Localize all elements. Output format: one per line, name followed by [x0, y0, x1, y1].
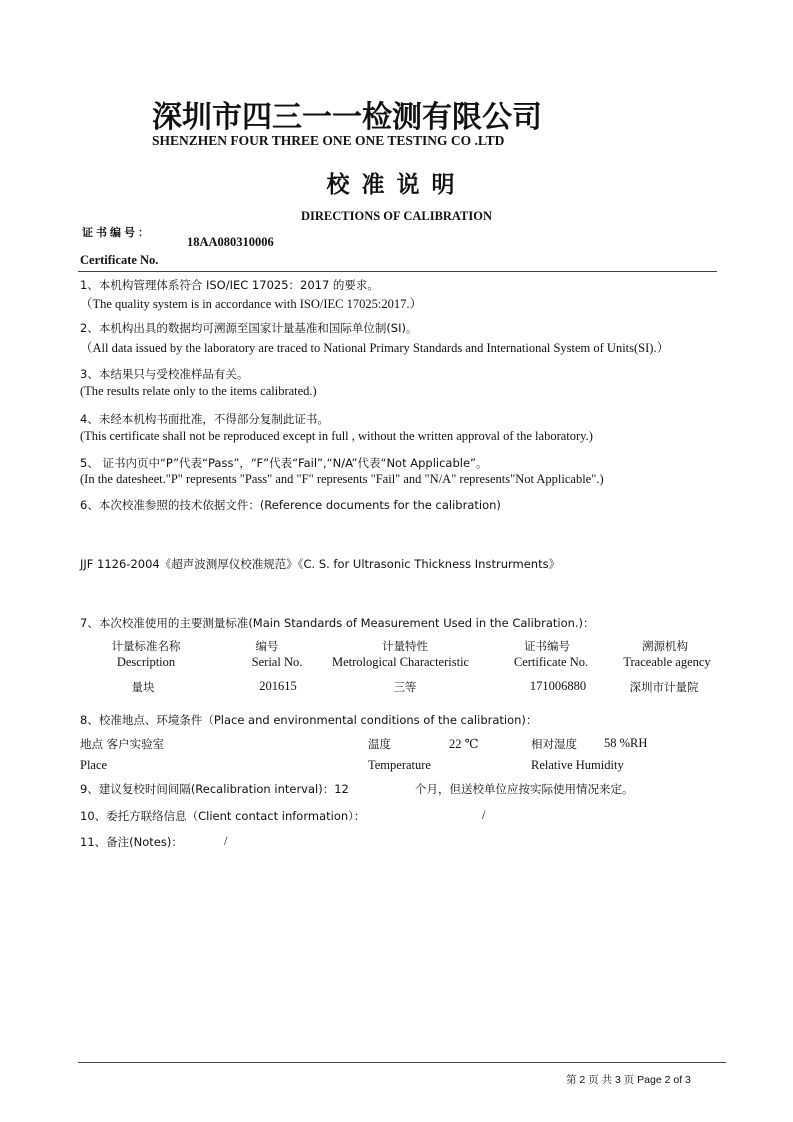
footer-divider	[78, 1062, 726, 1063]
item-3-cn: 3、本结果只与受校准样品有关。	[80, 367, 249, 381]
standards-header-cn-description: 计量标准名称	[111, 639, 181, 653]
standards-header-en-description: Description	[116, 655, 176, 669]
reference-document: JJF 1126-2004《超声波测厚仪校准规范》《C. S. for Ultrasonic Thickness Instrurments》	[80, 557, 561, 571]
humidity-label-cn: 相对湿度	[531, 737, 577, 751]
temperature-value: 22 ℃	[449, 737, 479, 751]
item-3-en: (The results relate only to the items calibrated.)	[80, 384, 317, 398]
standards-row-agency: 深圳市计量院	[629, 680, 699, 694]
item-1-en: （The quality system is in accordance with ISO/IEC 17025:2017.）	[80, 297, 422, 311]
standards-header-cn-certificate: 证书编号	[524, 639, 570, 653]
company-name-cn: 深圳市四三一一检测有限公司	[152, 100, 542, 135]
standards-row-certificate: 171006880	[529, 679, 587, 693]
item-5-cn: 5、 证书内页中“P”代表“Pass”，“F”代表“Fail”,“N/A”代表“Not Applicable”。	[80, 456, 488, 470]
item-1-cn: 1、本机构管理体系符合 ISO/IEC 17025：2017 的要求。	[80, 278, 379, 292]
company-name-en: SHENZHEN FOUR THREE ONE ONE TESTING CO .LTD	[152, 133, 505, 148]
document-title-cn: 校准说明	[326, 172, 467, 198]
humidity-label-en: Relative Humidity	[531, 758, 624, 772]
certificate-number: 18AA080310006	[187, 235, 274, 249]
standards-row-characteristic: 三等	[393, 680, 417, 694]
humidity-value: 58 %RH	[604, 736, 648, 750]
place-cn: 地点 客户实验室	[80, 737, 165, 751]
page-number: 第 2 页 共 3 页 Page 2 of 3	[566, 1074, 691, 1086]
item-4-cn: 4、未经本机构书面批准，不得部分复制此证书。	[80, 412, 329, 426]
certificate-label-en: Certificate No.	[80, 253, 159, 267]
standards-header-en-serial: Serial No.	[251, 655, 303, 669]
header-divider	[78, 271, 717, 272]
temperature-label-cn: 温度	[368, 737, 391, 751]
standards-header-cn-agency: 溯源机构	[642, 639, 688, 653]
standards-header-cn-serial: 编号	[255, 639, 279, 653]
temperature-label-en: Temperature	[368, 758, 431, 772]
standards-header-en-characteristic: Metrological Characteristic	[332, 655, 470, 669]
standards-header-en-certificate: Certificate No.	[513, 655, 589, 669]
client-contact-value: /	[482, 808, 486, 822]
item-7-heading: 7、本次校准使用的主要测量标准(Main Standards of Measurement Used in the Calibration.)：	[80, 616, 595, 630]
recalibration-note: 个月，但送校单位应按实际使用情况来定。	[415, 782, 634, 796]
item-2-en: （All data issued by the laboratory are traced to National Primary Standards and International System of Units(SI).）	[80, 341, 670, 355]
item-6-heading: 6、本次校准参照的技术依据文件：(Reference documents for the calibration)	[80, 498, 501, 512]
client-contact-label: 10、委托方联络信息（Client contact information）：	[80, 809, 366, 823]
standards-row-serial: 201615	[259, 679, 297, 693]
item-8-heading: 8、校准地点、环境条件（Place and environmental conditions of the calibration)：	[80, 713, 538, 727]
standards-header-cn-characteristic: 计量特性	[382, 639, 428, 653]
certificate-label-cn: 证书编号：	[82, 226, 152, 239]
standards-row-description: 量块	[131, 680, 155, 694]
standards-header-en-agency: Traceable agency	[623, 655, 711, 669]
item-4-en: (This certificate shall not be reproduced except in full , without the written approval of the laboratory.)	[80, 429, 593, 443]
document-title-en: DIRECTIONS OF CALIBRATION	[300, 209, 492, 223]
notes-value: /	[224, 834, 228, 848]
recalibration-interval: 9、建议复校时间间隔(Recalibration interval)：12	[80, 782, 349, 796]
notes-label: 11、备注(Notes)：	[80, 835, 183, 849]
place-en: Place	[80, 758, 108, 772]
item-2-cn: 2、本机构出具的数据均可溯源至国家计量基准和国际单位制(SI)。	[80, 321, 418, 335]
item-5-en: (In the datesheet."P" represents "Pass" and "F" represents "Fail" and "N/A" represents"Not Applicable".)	[80, 472, 604, 486]
